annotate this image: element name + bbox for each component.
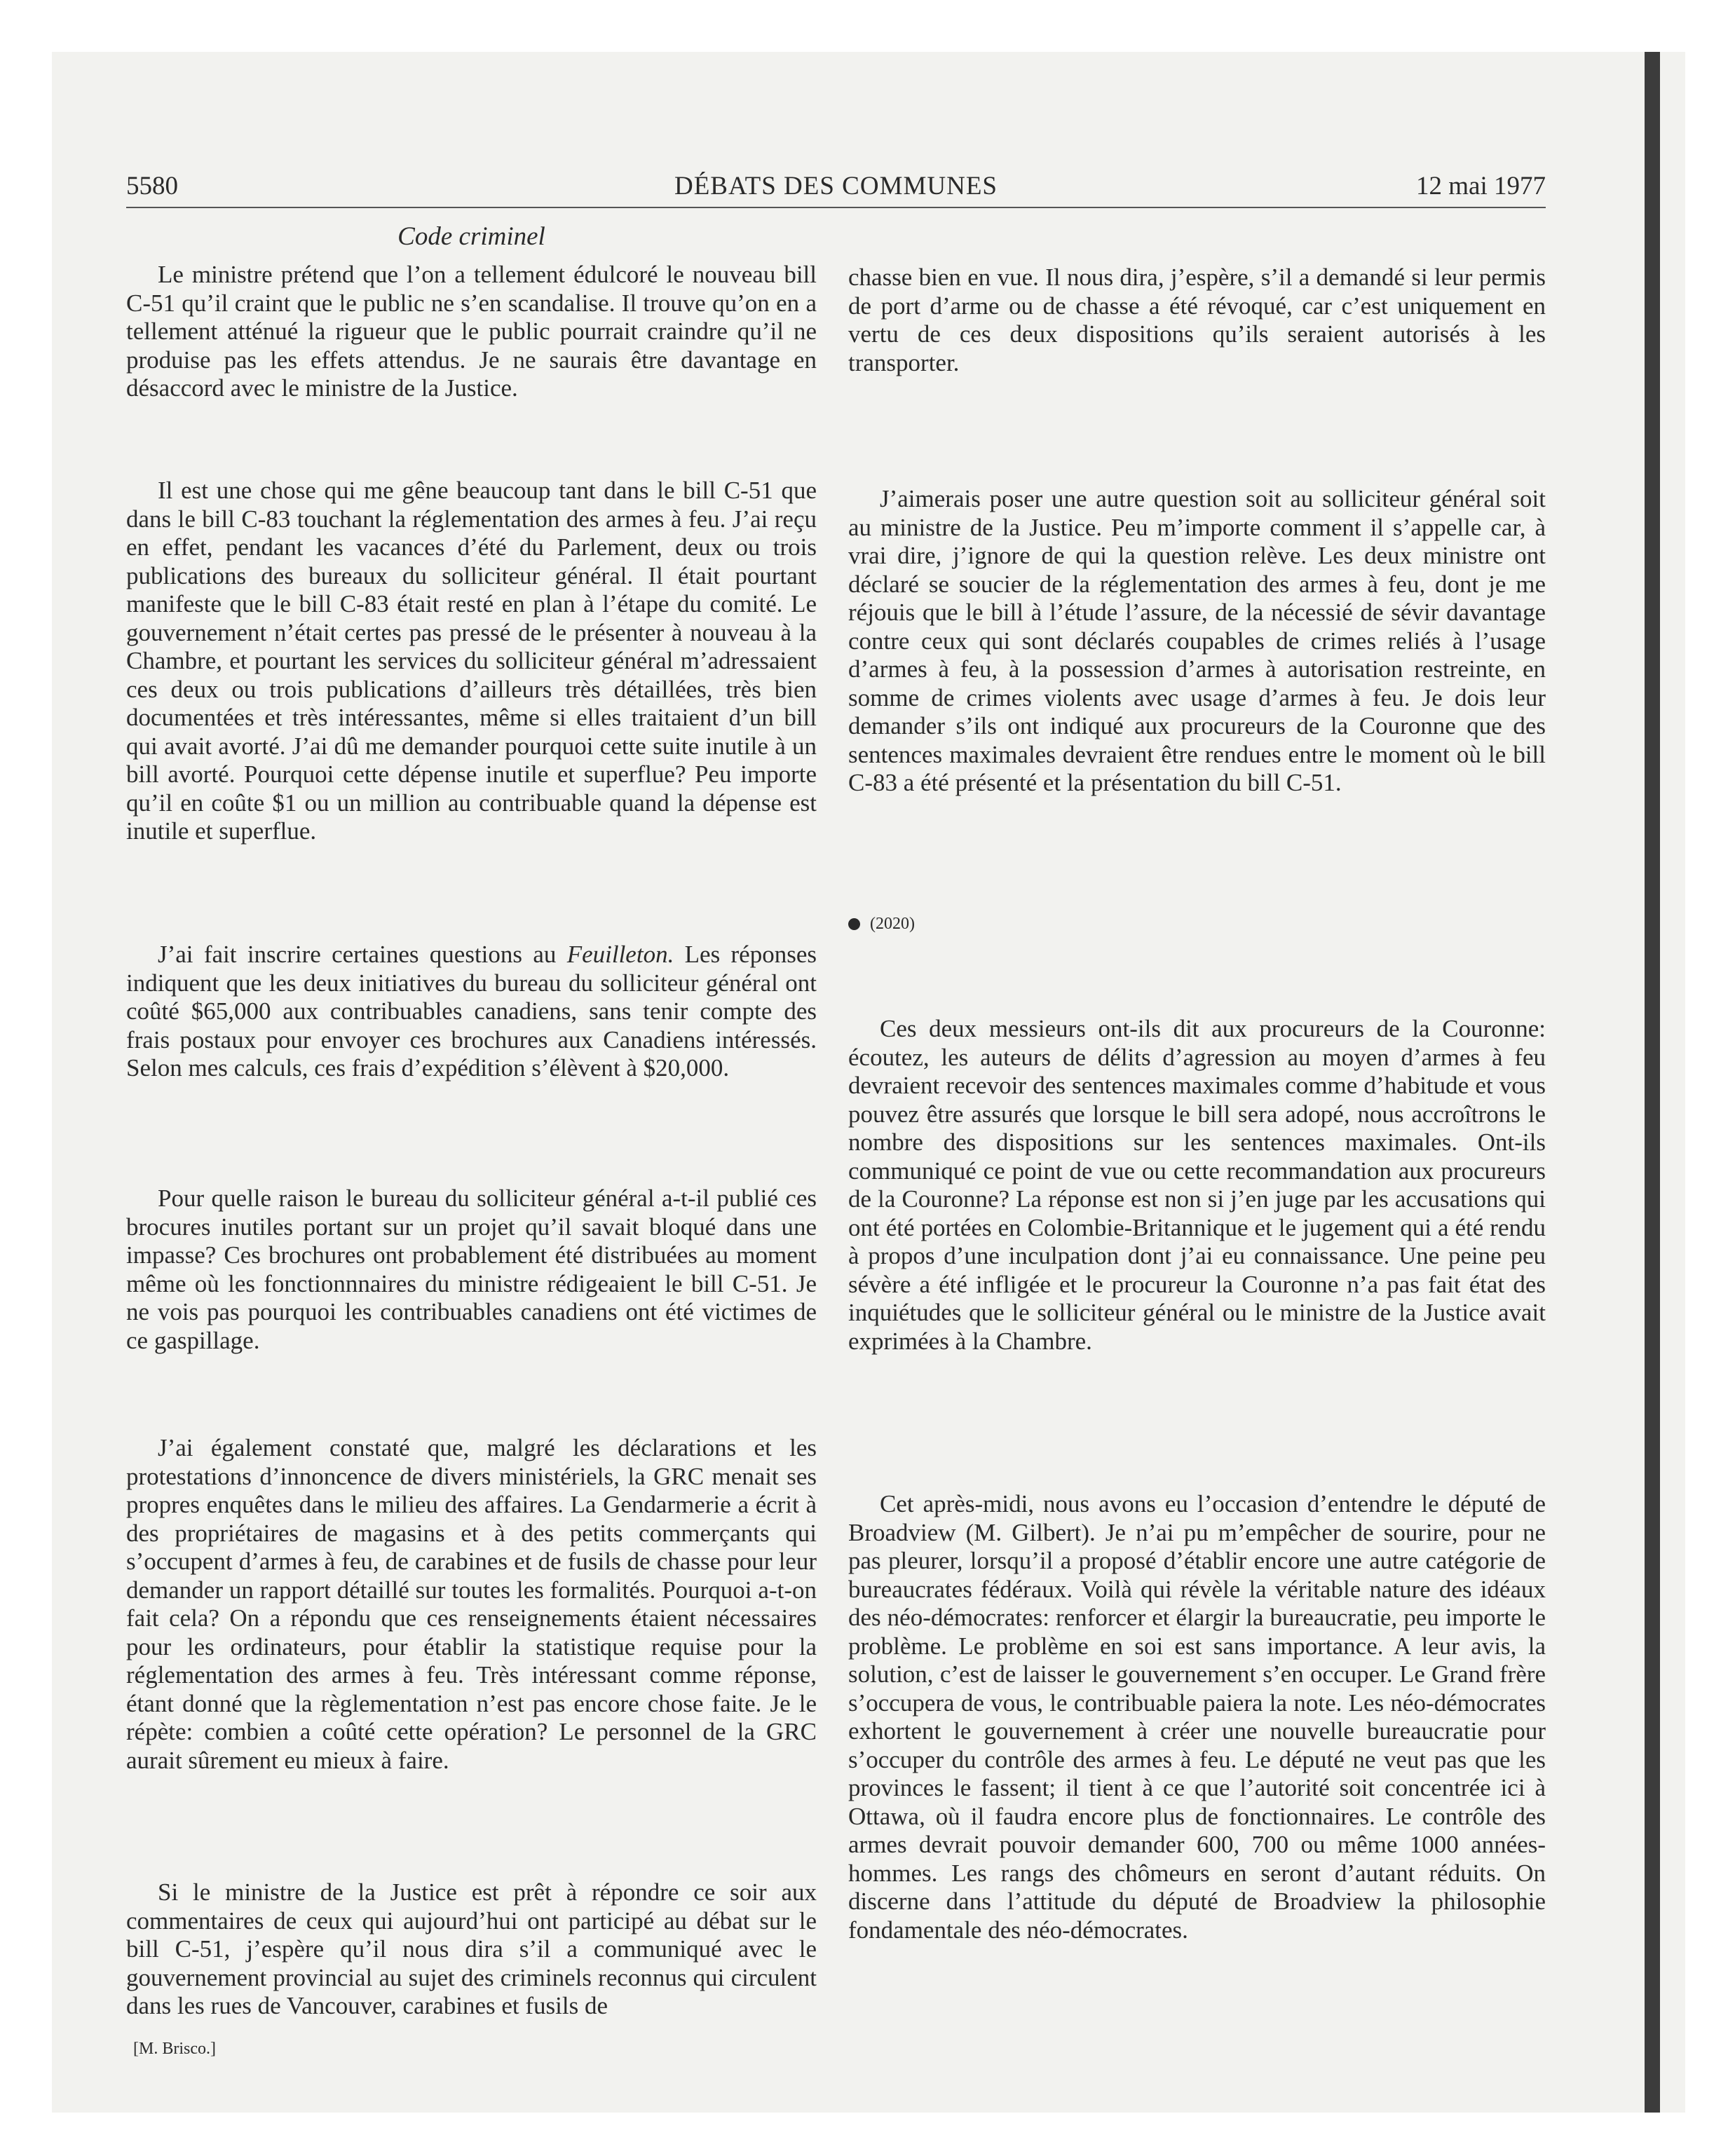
left-paragraph-3 [126, 941, 817, 1083]
right-paragraph-2: J’aimerais poser une autre question soit au solliciteur général soit au ministre de la Justice. Peu m’importe comment il s’appelle car, à vrai dire, j’ignore de qui la question relève. Les deux ministre ont déclaré se soucier de la réglementation des armes à feu, dont je me réjouis que le bill à l’étude l’assure, de la nécessié de sévir davantage contre ceux qui sont déclarés coupables de crimes reliés à l’usage d’armes à feu, à la possession d’armes à autorisation restreinte, en somme de crimes violents avec usage d’armes à feu. Je dois leur demander s’ils ont indiqué aux procureurs de la Couronne que des sentences maximales devraient être rendues entre le moment où le bill C-83 a été présenté et la présentation du bill C-51. [848, 485, 1546, 796]
left-paragraph-3-start: J’ai fait inscrire certaines questions au [158, 941, 567, 968]
right-paragraph-4: Cet après-midi, nous avons eu l’occasion d’entendre le député de Broadview (M. Gilbert). Je n’ai pu m’empêcher de sourire, pour ne pas pleurer, lorsqu’il a proposé d’établir encore une autre catégorie de bureaucrates fédéraux. Voilà qui révèle la véritable nature des idéaux des néo-démocrates: renforcer et élargir la bureaucratie, peu importe le problème. Le problème en soi est sans importance. A leur avis, la solution, c’est de laisser le gouvernement s’en occuper. Le Grand frère s’occupera de vous, le contribuable paiera la note. Les néo-démocrates exhortent le gouvernement à créer une nouvelle bureaucratie pour s’occuper du contrôle des armes à feu. Le député ne veut pas que les provinces le fassent; il tient à ce que l’autorité soit concentrée ici à Ottawa, où il faudra encore plus de fonctionnaires. Le contrôle des armes devrait pouvoir demander 600, 700 ou même 1000 années-hommes. Les rangs des chômeurs en seront d’autant réduits. On discerne dans l’attitude du député de Broadview la philosophie fondamentale des néo-démocrates. [848, 1490, 1546, 1944]
left-paragraph-2: Il est une chose qui me gêne beaucoup tant dans le bill C-51 que dans le bill C-83 touchant la réglementation des armes à feu. J’ai reçu en effet, pendant les vacances d’été du Parlement, deux ou trois publications des bureaux du solliciteur général. Il était pourtant manifeste que le bill C-83 était resté en plan à l’étape du comité. Le gouvernement n’était certes pas pressé de le présenter à nouveau à la Chambre, et pourtant les services du solliciteur général m’adressaient ces deux ou trois publications d’ailleurs très détaillées, très bien documentées et très intéressantes, même si elles traitaient d’un bill qui avait avorté. J’ai dû me demander pourquoi cette suite inutile à un bill avorté. Pourquoi cette dépense inutile et superflue? Peu importe qu’il en coûte $1 ou un million au contribuable quand la dépense est inutile et superflue. [126, 477, 817, 845]
time-marker [848, 915, 915, 934]
page-number: 5580 [126, 172, 178, 200]
bullet-icon [848, 918, 860, 930]
left-paragraph-5: J’ai également constaté que, malgré les déclarations et les protestations d’innoncence de divers ministériels, la GRC menait ses propres enquêtes dans le milieu des affaires. La Gendarmerie a écrit à des propriétaires de magasins et à des petits commerçants qui s’occupent d’armes à feu, de carabines et de fusils de chasse pour leur demander un rapport détaillé sur toutes les formalités. Pourquoi a-t-on fait cela? On a répondu que ces renseignements étaient nécessaires pour les ordinateurs, pour établir la statistique requise pour la réglementation des armes à feu. Très intéressant comme réponse, étant donné que la règlementation n’est pas encore chose faite. Je le répète: combien a coûté cette opération? Le personnel de la GRC aurait sûrement eu mieux à faire. [126, 1434, 817, 1774]
right-paragraph-1: chasse bien en vue. Il nous dira, j’espère, s’il a demandé si leur permis de port d’arme ou de chasse a été révoqué, car c’est uniquement en vertu de ces deux dispositions qu’ils seraient autorisés à les transporter. [848, 264, 1546, 376]
left-paragraph-6: Si le ministre de la Justice est prêt à répondre ce soir aux commentaires de ceux qui aujourd’hui ont participé au débat sur le bill C-51, j’espère qu’il nous dira s’il a communiqué avec le gouvernement provincial au sujet des criminels reconnus qui circulent dans les rues de Vancouver, carabines et fusils de [126, 1878, 817, 2019]
left-paragraph-4: Pour quelle raison le bureau du solliciteur général a-t-il publié ces brocures inutiles portant sur un projet qu’il savait bloqué dans une impasse? Ces brochures ont probablement été distribuées au moment même où les fonctionnnaires du ministre rédigeaient le bill C-51. Je ne vois pas pourquoi les contribuables canadiens ont été victimes de ce gaspillage. [126, 1185, 817, 1354]
publication-date: 12 mai 1977 [1416, 172, 1546, 200]
speaker-signature: [M. Brisco.] [133, 2040, 216, 2058]
time-marker-text: (2020) [870, 915, 915, 933]
scan-edge-shadow [1645, 52, 1660, 2113]
left-paragraph-1: Le ministre prétend que l’on a tellement édulcoré le nouveau bill C-51 qu’il craint que le public ne s’en scandalise. Il trouve qu’on en a tellement atténué la rigueur que le public pourrait craindre qu’il ne produise pas les effets attendus. Je ne saurais être davantage en désaccord avec le ministre de la Justice. [126, 261, 817, 402]
publication-title: DÉBATS DES COMMUNES [674, 172, 998, 200]
feuilleton-italic: Feuilleton. [566, 941, 674, 968]
left-paragraph-3-end: Les réponses indiquent que les deux initiatives du bureau du solliciteur général ont coûté $65,000 aux contribuables canadiens, sans tenir compte des frais postaux pour envoyer ces brochures aux Canadiens intéressés. Selon mes calculs, ces frais d’expédition s’élèvent à $20,000. [126, 941, 817, 1082]
page-header [126, 171, 1546, 206]
header-rule [126, 207, 1546, 208]
section-title: Code criminel [397, 222, 545, 251]
right-paragraph-3: Ces deux messieurs ont-ils dit aux procureurs de la Couronne: écoutez, les auteurs de délits d’agression au moyen d’armes à feu devraient recevoir des sentences maximales comme d’habitude et vous pouvez être assurés que lorsque le bill sera adopé, nous accroîtrons le nombre des dispositions sur les sentences maximales. Ont-ils communiqué ce point de vue ou cette recommandation aux procureurs de la Couronne? La réponse est non si j’en juge par les accusations qui ont été portées en Colombie-Britannique et le jugement qui a été rendu à propos d’une inculpation dont j’ai eu connaissance. Une peine peu sévère a été infligée et le procureur la Couronne n’a pas fait état des inquiétudes que le solliciteur général ou le ministre de la Justice avait exprimées à la Chambre. [848, 1015, 1546, 1355]
